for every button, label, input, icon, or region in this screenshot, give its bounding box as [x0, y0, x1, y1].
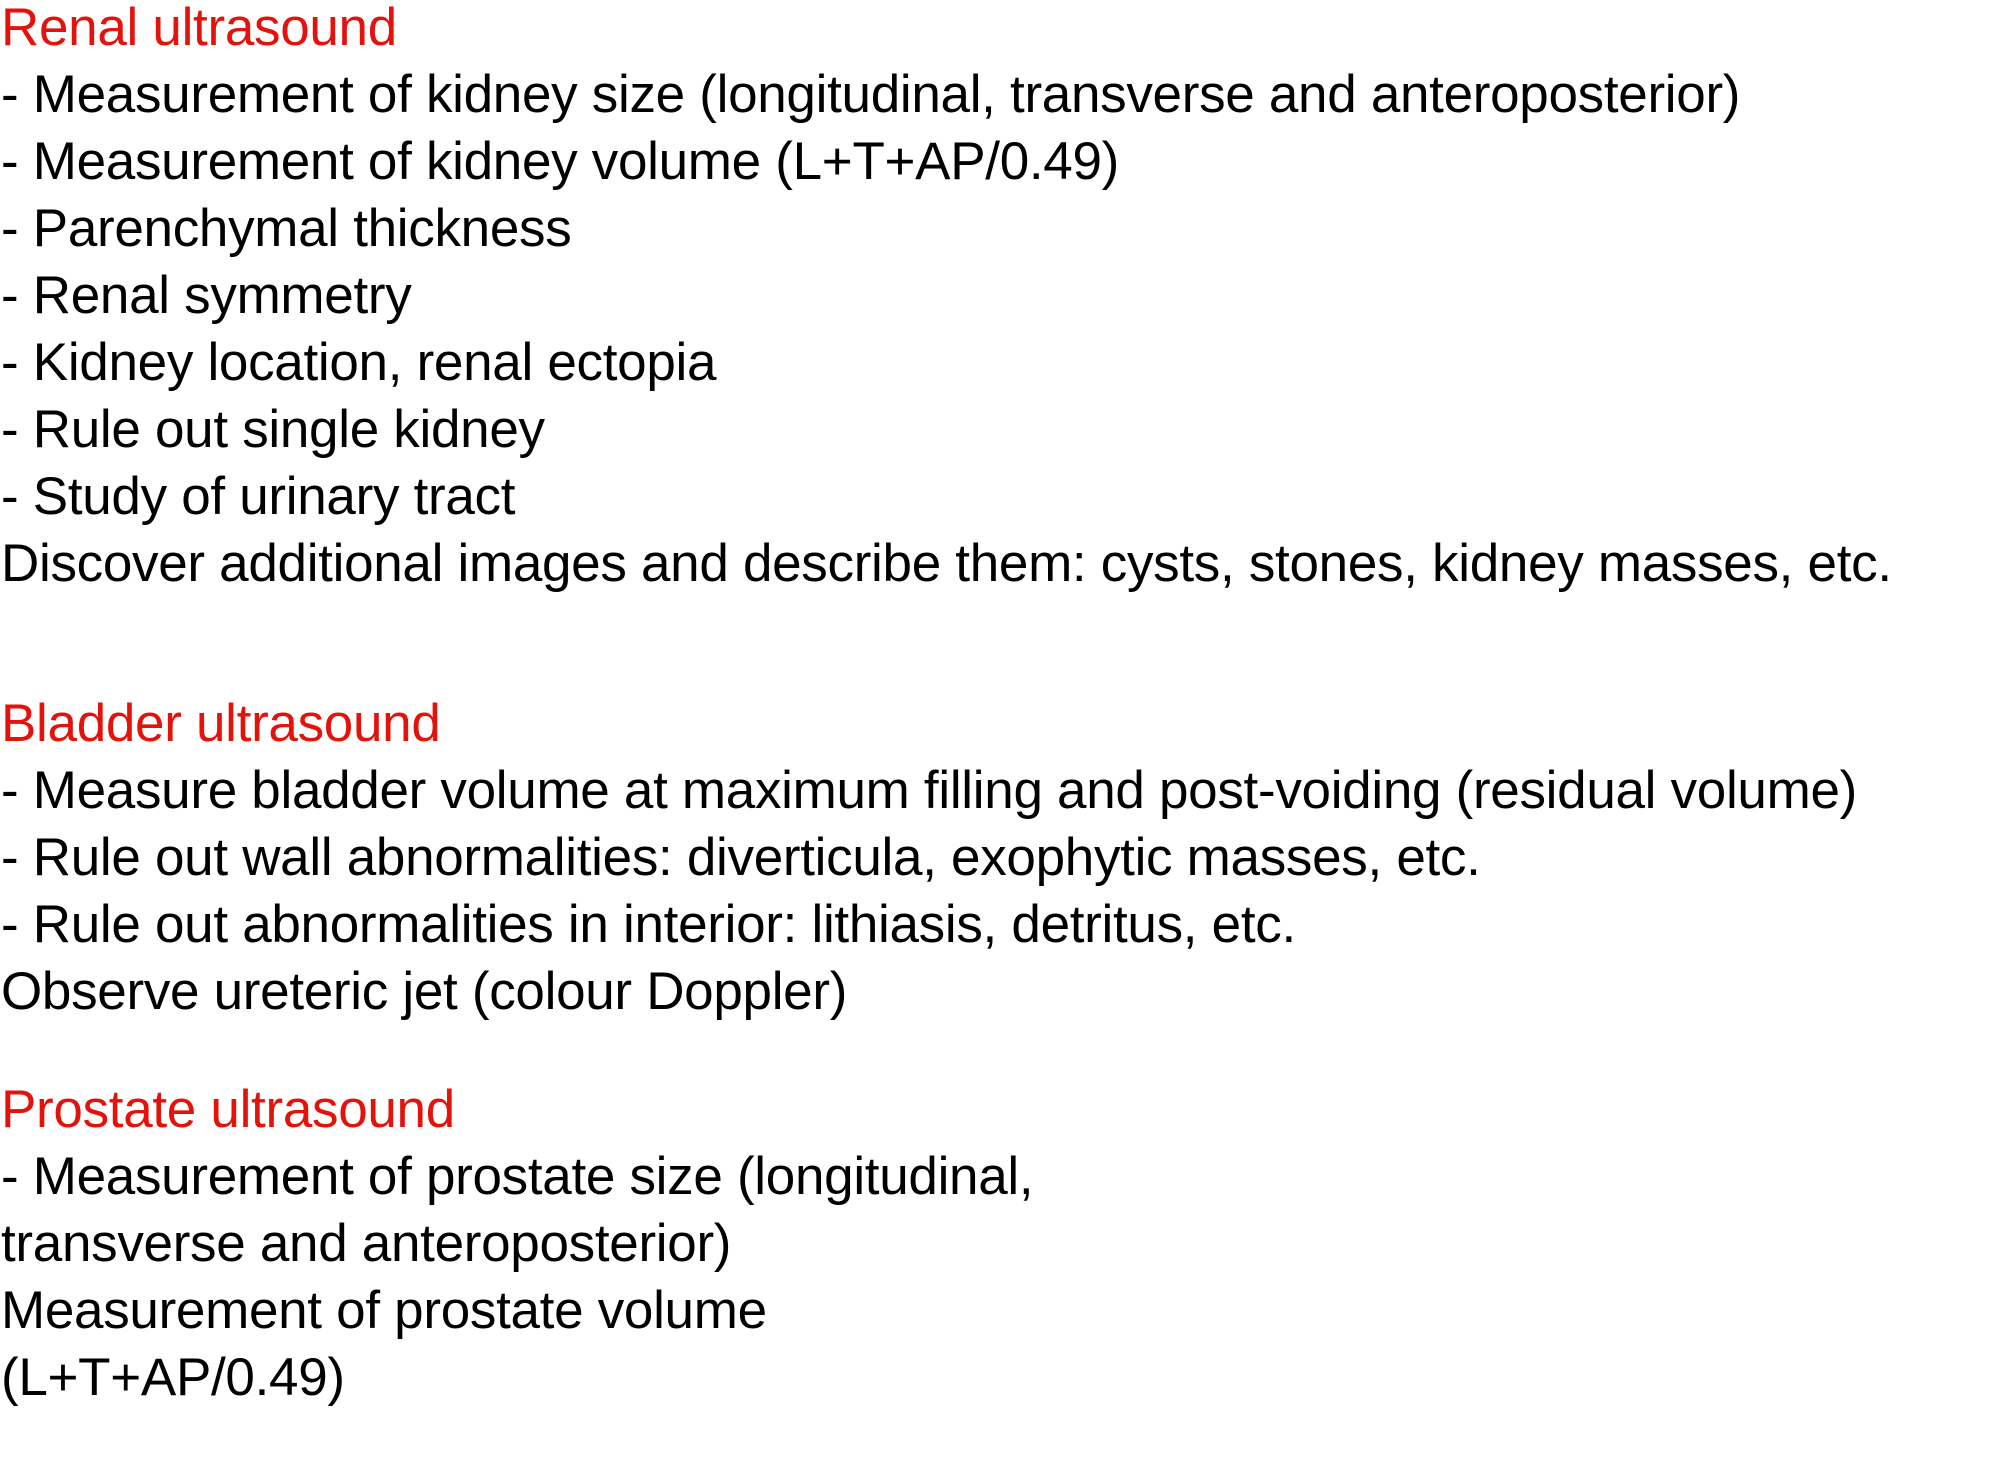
section-heading: Renal ultrasound	[1, 0, 397, 57]
paragraph-line: Measurement of prostate volume	[1, 1281, 767, 1340]
list-item: - Rule out single kidney	[1, 400, 545, 459]
list-item: - Rule out abnormalities in interior: lithiasis, detritus, etc.	[1, 895, 1296, 954]
list-item: - Kidney location, renal ectopia	[1, 333, 717, 392]
section-heading: Bladder ultrasound	[1, 694, 441, 753]
list-item: - Measurement of prostate size (longitudinal,	[1, 1147, 1034, 1206]
list-item: - Rule out wall abnormalities: diverticula, exophytic masses, etc.	[1, 828, 1481, 887]
paragraph-line: transverse and anteroposterior)	[1, 1214, 732, 1273]
list-item: - Parenchymal thickness	[1, 199, 572, 258]
paragraph-line: (L+T+AP/0.49)	[1, 1348, 345, 1407]
section-heading: Prostate ultrasound	[1, 1080, 455, 1139]
list-item: - Study of urinary tract	[1, 467, 516, 526]
list-item: - Renal symmetry	[1, 266, 412, 325]
list-item: - Measure bladder volume at maximum filling and post-voiding (residual volume)	[1, 761, 1857, 820]
paragraph-line: Discover additional images and describe them: cysts, stones, kidney masses, etc.	[1, 534, 1892, 593]
paragraph-line: Observe ureteric jet (colour Doppler)	[1, 962, 848, 1021]
list-item: - Measurement of kidney size (longitudinal, transverse and anteroposterior)	[1, 65, 1741, 124]
list-item: - Measurement of kidney volume (L+T+AP/0.49)	[1, 132, 1119, 191]
